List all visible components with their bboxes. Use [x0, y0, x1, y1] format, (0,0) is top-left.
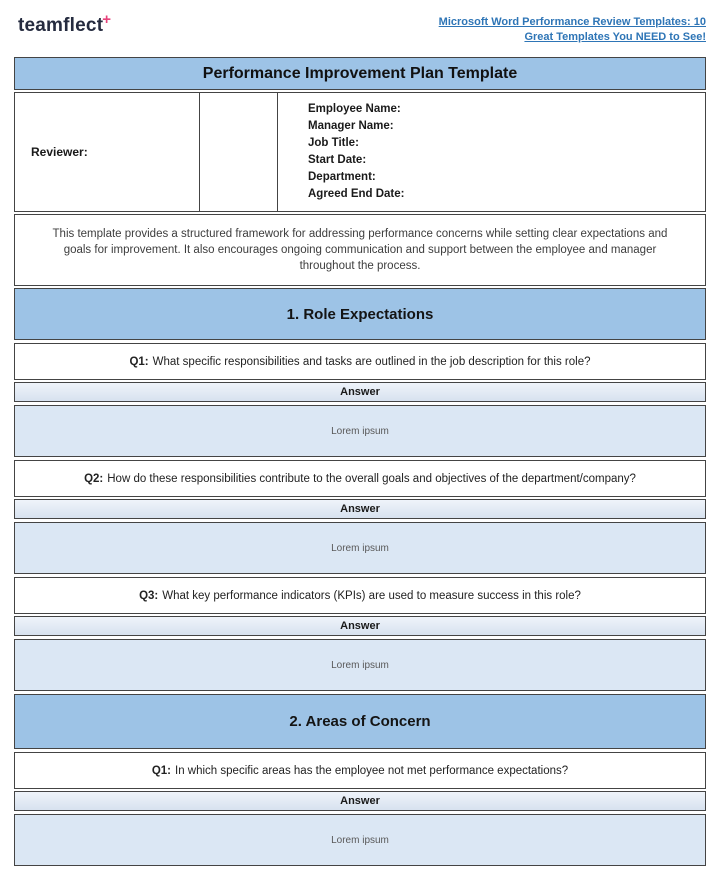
question-s2-q1 [14, 752, 706, 789]
question-prefix: Q1: [129, 355, 149, 368]
field-employee-name: Employee Name: [308, 103, 401, 115]
reviewer-cell[interactable] [15, 93, 200, 211]
question-text: In which specific areas has the employee not met performance expectations? [175, 764, 569, 777]
answer-area-s2-q1[interactable]: Lorem ipsum [14, 814, 706, 866]
field-agreed-end-date: Agreed End Date: [308, 188, 405, 200]
field-manager-name: Manager Name: [308, 120, 394, 132]
question-s1-q3 [14, 577, 706, 614]
empty-cell[interactable] [200, 93, 278, 211]
info-table [14, 92, 706, 212]
template-description: This template provides a structured framework for addressing performance concerns while setting clear expectations and goals for improvement. It also encourages ongoing communication and support between the employee and manager throughout the process. [14, 214, 706, 286]
field-department: Department: [308, 171, 376, 183]
answer-header-s2-q1: Answer [14, 791, 706, 811]
question-prefix: Q2: [84, 472, 104, 485]
question-text: How do these responsibilities contribute to the overall goals and objectives of the department/company? [107, 472, 636, 485]
question-text: What key performance indicators (KPIs) are used to measure success in this role? [162, 589, 581, 602]
section-header-areas-of-concern: 2. Areas of Concern [14, 694, 706, 749]
article-hyperlink-line1[interactable]: Microsoft Word Performance Review Templates: 10 [438, 16, 706, 28]
answer-area-s1-q2[interactable]: Lorem ipsum [14, 522, 706, 574]
reviewer-label: Reviewer: [31, 145, 88, 159]
question-s1-q2 [14, 460, 706, 497]
document-title: Performance Improvement Plan Template [14, 57, 706, 90]
answer-area-s1-q3[interactable]: Lorem ipsum [14, 639, 706, 691]
answer-area-s1-q1[interactable]: Lorem ipsum [14, 405, 706, 457]
question-text: What specific responsibilities and tasks are outlined in the job description for this role? [152, 355, 591, 368]
section-header-role-expectations: 1. Role Expectations [14, 288, 706, 340]
logo-text: teamflect [18, 15, 104, 36]
question-prefix: Q3: [139, 589, 159, 602]
answer-header-s1-q3: Answer [14, 616, 706, 636]
answer-header-s1-q2: Answer [14, 499, 706, 519]
article-hyperlink-line2[interactable]: Great Templates You NEED to See! [524, 31, 706, 43]
pip-template-document [14, 57, 706, 869]
article-hyperlink[interactable] [439, 15, 706, 45]
field-job-title: Job Title: [308, 137, 359, 149]
employee-info-cell[interactable] [278, 93, 705, 211]
sparkle-plus-icon: + [102, 11, 112, 28]
question-s1-q1 [14, 343, 706, 380]
teamflect-logo [18, 11, 112, 37]
field-start-date: Start Date: [308, 154, 367, 166]
answer-header-s1-q1: Answer [14, 382, 706, 402]
question-prefix: Q1: [151, 764, 172, 777]
